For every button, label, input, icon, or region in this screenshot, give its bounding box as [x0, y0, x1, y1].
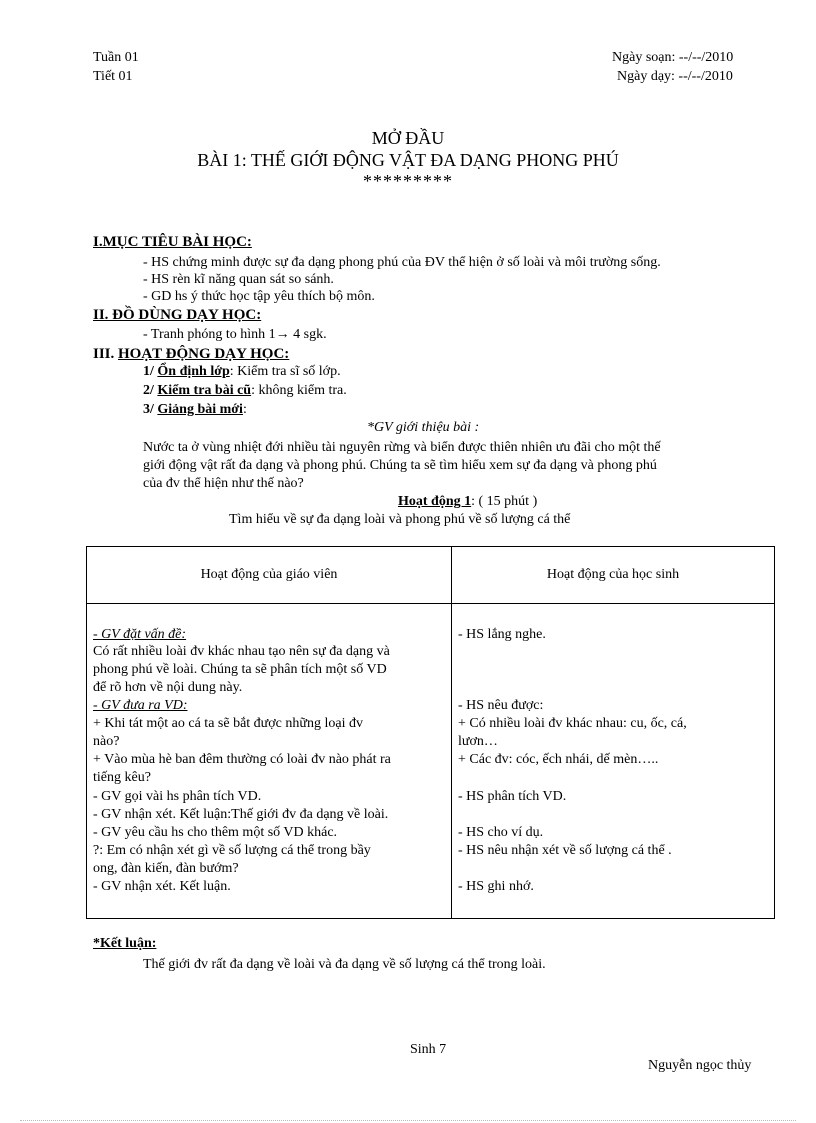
prep-date: Ngày soạn: --/--/2010 — [612, 50, 734, 65]
student-line: - HS ghi nhớ. — [458, 879, 534, 894]
student-column-header: Hoạt động của học sinh — [452, 547, 775, 604]
activity-time: : ( 15 phút ) — [471, 494, 538, 509]
student-line: - HS phân tích VD. — [458, 789, 567, 804]
activities-heading-text: HOẠT ĐỘNG DẠY HỌC: — [118, 346, 290, 362]
teacher-line: - GV đưa ra VD: — [93, 698, 188, 713]
period-label: Tiết 01 — [93, 69, 133, 84]
step-classroom — [143, 364, 341, 380]
title-stars: ********* — [363, 171, 453, 191]
section-activities-heading — [93, 346, 289, 363]
objective-item: - GD hs ý thức học tập yêu thích bộ môn. — [143, 289, 375, 304]
section-objectives-heading: I.MỤC TIÊU BÀI HỌC: — [93, 234, 252, 250]
student-line: + Có nhiều loài đv khác nhau: cu, ốc, cá, — [458, 716, 687, 731]
activities-heading-num: III. — [93, 346, 119, 362]
conclusion-label: *Kết luận: — [93, 936, 157, 951]
arrow-icon: → — [275, 327, 290, 342]
intro-paragraph-line: Nước ta ở vùng nhiệt đới nhiều tài nguyên rừng và biển được thiên nhiên ưu đãi cho một thế — [143, 440, 661, 455]
step-num: 1/ — [143, 364, 158, 379]
teacher-line: ong, đàn kiến, đàn bướm? — [93, 861, 239, 876]
week-label: Tuần 01 — [93, 50, 139, 65]
student-line: - HS nêu được: — [458, 698, 544, 713]
table-header-row — [87, 547, 775, 604]
teacher-line: để rõ hơn về nội dung này. — [93, 680, 243, 695]
student-line: - HS nêu nhận xét về số lượng cá thể . — [458, 843, 672, 858]
teacher-line: - GV gọi vài hs phân tích VD. — [93, 789, 262, 804]
activities-table — [86, 546, 775, 919]
student-line: - HS lắng nghe. — [458, 627, 546, 642]
conclusion-text: Thế giới đv rất đa dạng về loài và đa dạng về số lượng cá thể trong loài. — [143, 957, 546, 972]
objective-item: - HS rèn kĩ năng quan sát so sánh. — [143, 272, 334, 287]
materials-item — [143, 327, 327, 343]
footer-subject: Sinh 7 — [410, 1042, 447, 1057]
intro-paragraph-line: giới động vật rất đa dạng và phong phú. Chúng ta sẽ tìm hiểu xem sự đa dạng và phong phú — [143, 458, 657, 473]
activity-subtitle: Tìm hiểu về sự đa dạng loài và phong phú về số lượng cá thể — [229, 512, 571, 527]
teacher-line: + Vào mùa hè ban đêm thường có loài đv nào phát ra — [93, 752, 391, 767]
step-label: Ổn định lớp — [157, 364, 230, 379]
teacher-line: tiếng kêu? — [93, 770, 151, 785]
materials-item-text: - Tranh phóng to hình 1 — [143, 327, 276, 342]
materials-heading-text: II. ĐỒ DÙNG DẠY HỌC: — [93, 307, 262, 323]
step-num: 3/ — [143, 402, 158, 417]
step-new-lesson — [143, 402, 247, 418]
activity-label: Hoạt động 1 — [398, 494, 472, 509]
student-line: - HS cho ví dụ. — [458, 825, 544, 840]
title-intro: MỞ ĐẦU — [371, 128, 445, 148]
teacher-activities-cell — [87, 604, 452, 919]
teacher-line: - GV yêu cầu hs cho thêm một số VD khác. — [93, 825, 338, 840]
teacher-column-header: Hoạt động của giáo viên — [87, 547, 452, 604]
student-activities-cell — [452, 604, 775, 919]
student-line: + Các đv: cóc, ếch nhái, dế mèn….. — [458, 752, 659, 767]
intro-paragraph-line: của đv thể hiện như thế nào? — [143, 476, 304, 491]
footer-author: Nguyễn ngọc thủy — [648, 1058, 752, 1073]
teacher-line: - GV nhận xét. Kết luận:Thế giới đv đa dạng về loài. — [93, 807, 389, 822]
intro-label: *GV giới thiệu bài : — [367, 420, 480, 435]
step-label: Giảng bài mới — [157, 402, 243, 417]
lesson-title: BÀI 1: THẾ GIỚI ĐỘNG VẬT ĐA DẠNG PHONG PHÚ — [197, 150, 619, 170]
student-line: lươn… — [458, 734, 498, 749]
materials-item-tail: 4 sgk. — [289, 327, 327, 342]
teacher-line: ?: Em có nhận xét gì về số lượng cá thể trong bầy — [93, 843, 371, 858]
page-bottom-rule — [20, 1120, 796, 1121]
activity-heading — [398, 494, 537, 510]
step-review — [143, 383, 347, 399]
teach-date: Ngày dạy: --/--/2010 — [617, 69, 733, 84]
table-row — [87, 604, 775, 919]
step-text: : Kiểm tra sĩ số lớp. — [229, 364, 341, 379]
step-num: 2/ — [143, 383, 158, 398]
section-materials-heading — [93, 307, 261, 324]
step-label: Kiểm tra bài cũ — [157, 383, 252, 398]
teacher-line: Có rất nhiều loài đv khác nhau tạo nên sự đa dạng và — [93, 644, 390, 659]
objective-item: - HS chứng minh được sự đa dạng phong phú của ĐV thể hiện ở số loài và môi trường sống. — [143, 255, 661, 270]
teacher-line: nào? — [93, 734, 120, 749]
teacher-line: - GV đặt vấn đề: — [93, 627, 187, 642]
teacher-line: phong phú về loài. Chúng ta sẽ phân tích một số VD — [93, 662, 387, 677]
teacher-line: - GV nhận xét. Kết luận. — [93, 879, 231, 894]
teacher-line: + Khi tát một ao cá ta sẽ bắt được những loại đv — [93, 716, 363, 731]
step-text: : không kiểm tra. — [251, 383, 347, 398]
step-text: : — [242, 402, 247, 417]
